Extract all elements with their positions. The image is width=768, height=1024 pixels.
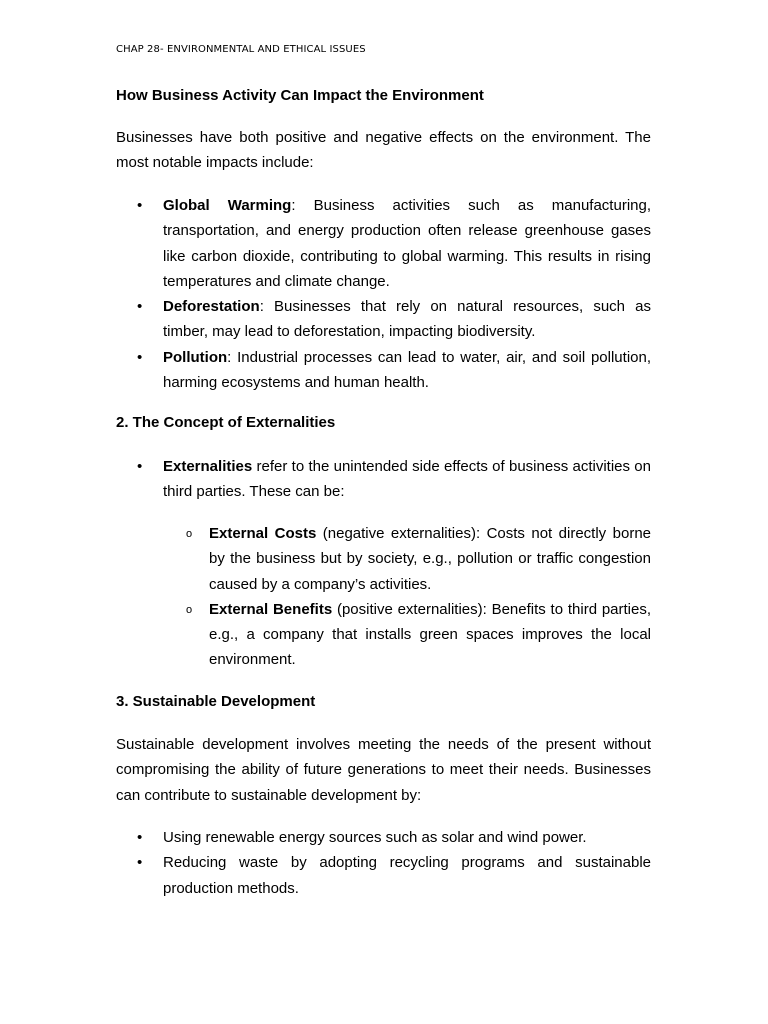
item-text: (positive externalities): Benefits to third parties, e.g., a company that installs green spaces improves the local environment.	[209, 600, 652, 669]
item-term: Deforestation	[163, 298, 260, 316]
item-text: (negative externalities): Costs not directly borne by the business but by society, e.g., pollution or traffic congestion caused by a company’s activities.	[209, 525, 651, 593]
externalities-bullet-list	[116, 454, 651, 505]
item-text: Using renewable energy sources such as solar and wind power.	[163, 829, 587, 846]
bullet-icon: •	[137, 298, 143, 316]
list-item	[116, 521, 651, 597]
section-heading-externalities: 2. The Concept of Externalities	[116, 414, 336, 431]
externalities-sub-list	[116, 521, 651, 673]
list-item	[116, 193, 651, 294]
list-item	[116, 597, 651, 673]
bullet-icon: •	[137, 348, 143, 366]
bullet-icon: •	[137, 197, 143, 214]
item-text: : Businesses that rely on natural resources, such as timber, may lead to deforestation, impacting biodiversity.	[163, 298, 651, 341]
sub-bullet-icon: o	[186, 528, 193, 540]
section-intro-paragraph: Businesses have both positive and negative effects on the environment. The most notable impacts include:	[116, 129, 651, 172]
bullet-icon: •	[137, 854, 143, 872]
sustainability-bullet-list	[116, 825, 651, 901]
item-text: Reducing waste by adopting recycling programs and sustainable production methods.	[163, 854, 651, 897]
section-intro-paragraph: Sustainable development involves meeting the needs of the present without compromising the ability of future generations to meet their needs. Businesses can contribute to sustainable development by:	[116, 736, 651, 804]
list-item	[116, 454, 651, 505]
list-item	[116, 294, 651, 345]
item-text: : Industrial processes can lead to water, air, and soil pollution, harming ecosystems and human health.	[163, 348, 651, 392]
section-heading-sustainable-development: 3. Sustainable Development	[116, 693, 316, 710]
item-term: Global Warming	[163, 197, 292, 214]
item-term: Pollution	[163, 348, 228, 366]
item-term: External Benefits	[209, 600, 333, 618]
item-text: refer to the unintended side effects of business activities on third parties. These can be:	[163, 458, 651, 501]
page-header: CHAP 28- ENVIRONMENTAL AND ETHICAL ISSUES	[116, 44, 366, 55]
list-item	[116, 825, 651, 850]
item-term: External Costs	[209, 525, 317, 542]
list-item	[116, 850, 651, 901]
item-text: : Business activities such as manufacturing, transportation, and energy production often release greenhouse gases like carbon dioxide, contributing to global warming. This results in rising temperatures and climate change.	[163, 197, 651, 290]
sub-bullet-icon: o	[186, 603, 193, 616]
bullet-icon: •	[137, 829, 143, 846]
impact-bullet-list	[116, 193, 651, 395]
item-term: Externalities	[163, 458, 253, 475]
list-item	[116, 345, 651, 396]
bullet-icon: •	[137, 458, 143, 475]
section-heading-environment-impact: How Business Activity Can Impact the Environment	[116, 87, 484, 104]
